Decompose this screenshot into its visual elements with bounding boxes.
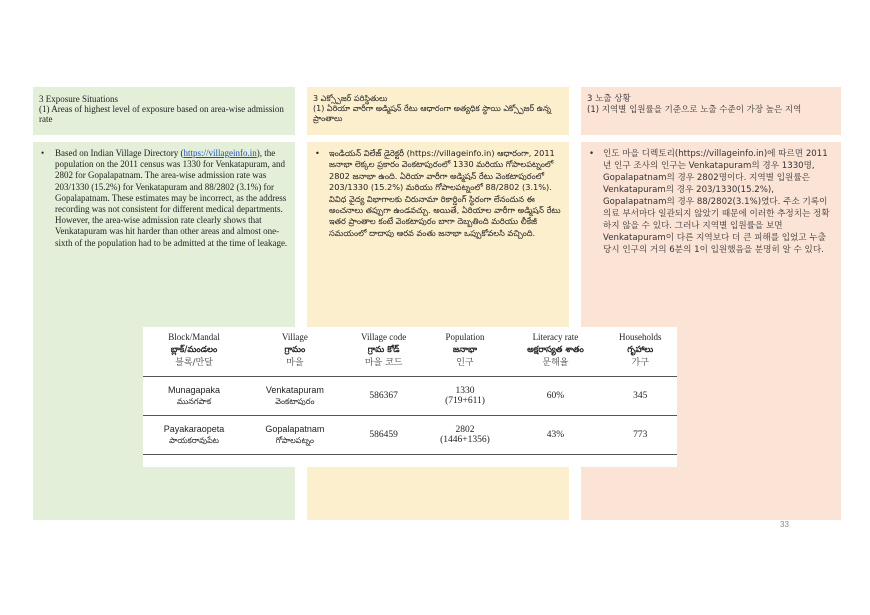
cell-village: Venkatapuram వెంకటాపురం xyxy=(245,377,345,416)
cell-block: Payakaraopeta పాయకరావుపేట xyxy=(143,416,245,455)
korean-header-box xyxy=(581,87,841,135)
cell-literacy: 43% xyxy=(507,416,603,455)
cell-households: 773 xyxy=(603,416,677,455)
telugu-subheading: (1) ఏరియా వారీగా అడ్మిషన్ రేటు ఆధారంగా అత్యధిక స్థాయి ఎక్స్పోజర్ ఉన్న ప్రాంతాలు xyxy=(313,104,552,123)
korean-subheading: (1) 지역별 입원률을 기준으로 노출 수준이 가장 높은 지역 xyxy=(587,105,802,115)
table-row xyxy=(143,416,677,455)
cell-village: Gopalapatnam గోపాలపట్నం xyxy=(245,416,345,455)
villageinfo-link[interactable]: https://villageinfo.in xyxy=(183,148,257,158)
cell-code: 586367 xyxy=(345,377,423,416)
cell-households: 345 xyxy=(603,377,677,416)
village-data-table xyxy=(143,327,677,467)
header-block-mandal: Block/Mandal బ్లాక్/మండలం 블록/만달 xyxy=(143,327,245,377)
english-heading: 3 Exposure Situations xyxy=(39,94,118,104)
cell-code: 586459 xyxy=(345,416,423,455)
korean-heading: 3 노출 상황 xyxy=(587,94,631,104)
cell-population: 2802 (1446+1356) xyxy=(423,416,508,455)
table-row xyxy=(143,377,677,416)
english-body-text: • Based on Indian Village Directory (https://villageinfo.in), the population on the 2011 census was 1330 for Venkatapuram, and 2802 for Gopalapatnam. The area-wise admission rate was 203/1330 (15.2%) for Venkatapuram and 88/2802 (3.1%) for Gopalapatnam. These estimates may be incorrect, as the address recording was not consistent for different medical departments. However, the area-wise admission rate clearly shows that Venkatapuram was hit harder than other areas and almost one-sixth of the population had to be admitted at the time of leakage. xyxy=(39,148,289,249)
header-village-code: Village code గ్రామ కోడ్ 마을 코드 xyxy=(345,327,423,377)
header-literacy-rate: Literacy rate అక్షరాస్యత శాతం 문해율 xyxy=(507,327,603,377)
telugu-heading: 3 ఎక్స్పోజర్ పరిస్థితులు xyxy=(313,94,388,103)
cell-literacy: 60% xyxy=(507,377,603,416)
header-village: Village గ్రామం 마을 xyxy=(245,327,345,377)
header-households: Households గృహాలు 가구 xyxy=(603,327,677,377)
cell-population: 1330 (719+611) xyxy=(423,377,508,416)
korean-body-text: • 인도 마을 디렉토리(https://villageinfo.in)에 따르면 2011년 인구 조사의 인구는 Venkatapuram의 경우 1330명, Gopalapatnam의 경우 2802명이다. 지역별 입원률은 Venkatapuram의 경우 203/1330(15.2%), Gopalapatnam의 경우 88/2802(3.1%)였다. 주소 기록이 의료 부서마다 일관되지 않았기 때문에 이러한 추정치는 정확하지 않을 수 있다. 그러나 지역별 입원률을 보면 Venkatapuram이 다른 지역보다 더 큰 피해를 입었고 누출 당시 인구의 거의 6분의 1이 입원했음을 분명히 알 수 있다. xyxy=(587,148,835,256)
telugu-body-text: • ఇండియన్ విలేజ్ డైరెక్టరీ (https://villageinfo.in) ఆధారంగా, 2011 జనాభా లెక్కల ప్రకారం వెంకటాపురంలో 1330 మరియు గోపాలపట్నంలో 2802 జనాభా ఉంది. ఏరియా వారీగా అడ్మిషన్ రేటు వెంకటాపురంలో 203/1330 (15.2%) మరియు గోపాలపట్నంలో 88/2802 (3.1%). వివిధ వైద్య విభాగాలకు చిరునామా రికార్డింగ్ స్థిరంగా లేనందున ఈ అంచనాలు తప్పుగా ఉండవచ్చు. అయితే, ఏరియాల వారీగా అడ్మిషన్ రేటు ఇతర ప్రాంతాల కంటే వెంకటాపురం బాగా దెబ్బతింది మరియు లీకేజీ సమయంలో దాదాపు ఆరవ వంతు జనాభా ఒప్పుకోవలసి వచ్చింది. xyxy=(313,148,563,239)
english-header-box xyxy=(33,87,295,135)
english-subheading: (1) Areas of highest level of exposure based on area-wise admission rate xyxy=(39,104,284,124)
header-population: Population జనాభా 인구 xyxy=(423,327,508,377)
table-header-row xyxy=(143,327,677,377)
telugu-header-box xyxy=(307,87,569,135)
page-number: 33 xyxy=(780,520,789,529)
cell-block: Munagapaka మునగపాక xyxy=(143,377,245,416)
